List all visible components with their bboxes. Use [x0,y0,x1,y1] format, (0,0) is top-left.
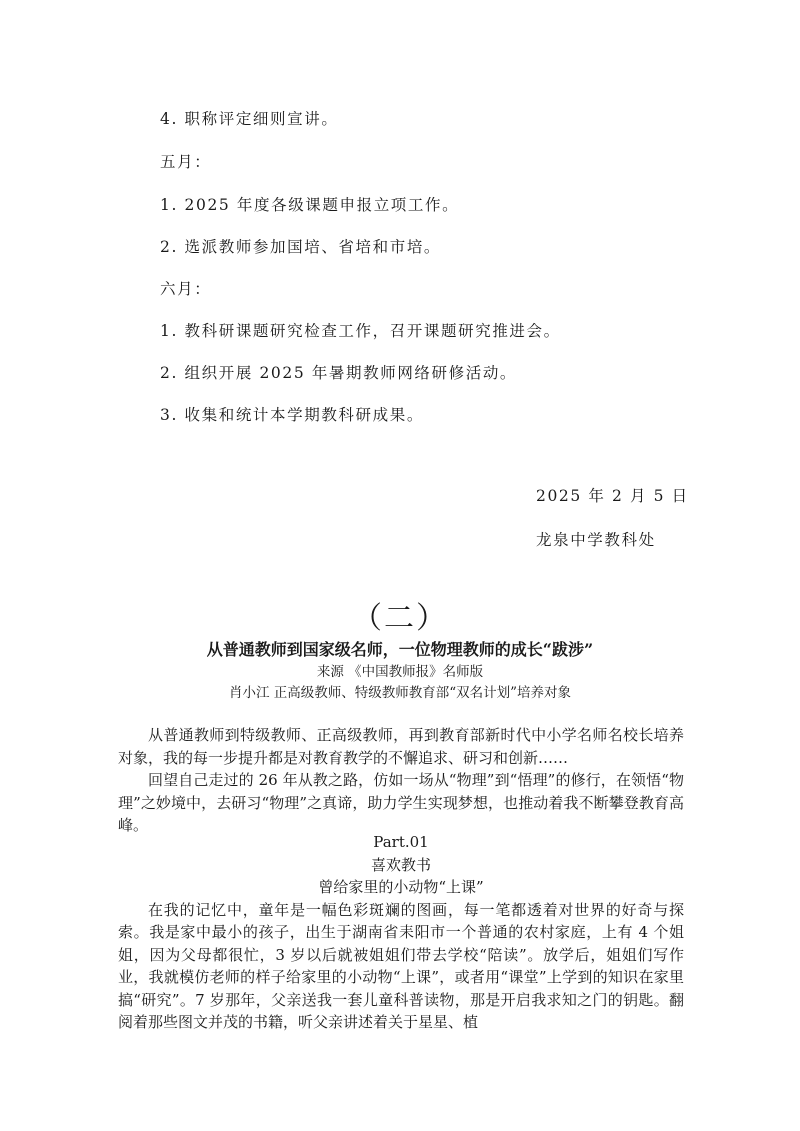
plan-april-item-4: 4. 职称评定细则宣讲。 [160,110,339,128]
part-title: 喜欢教书 [370,855,431,874]
article-intro [118,724,684,837]
plan-june-item-1: 1. 教科研课题研究检查工作，召开课题研究推进会。 [160,322,561,340]
plan-june-heading: 六月： [160,280,212,298]
plan-signature-date: 2025 年 2 月 5 日 [536,487,689,505]
plan-may-item-1: 1. 2025 年度各级课题申报立项工作。 [160,196,460,214]
part-body-paragraph: 在我的记忆中，童年是一幅色彩斑斓的图画，每一笔都透着对世界的好奇与探索。我是家中最小的孩子，出生于湖南省耒阳市一个普通的农村家庭，上有 4 个姐姐，因为父母都很忙，3 岁以后就被姐姐们带去学校“陪读”。放学后，姐姐们写作业，我就模仿老师的样子给家里的小动物“上课”，或者用“课堂”上学到的知识在家里搞“研究”。7 岁那年，父亲送我一套儿童科普读物，那是开启我求知之门的钥匙。翻阅着那些图文并茂的书籍，听父亲讲述着关于星星、植 [118,900,684,1031]
article-author: 肖小江 正高级教师、特级教师教育部“双名计划”培养对象 [228,685,572,701]
intro-paragraph-1: 从普通教师到特级教师、正高级教师，再到教育部新时代中小学名师名校长培养对象，我的每一步提升都是对教育教学的不懈追求、研习和创新…… [118,726,684,767]
intro-paragraph-2: 回望自己走过的 26 年从教之路，仿如一场从“物理”到“悟理”的修行，在领悟“物理”之妙境中，去研习“物理”之真谛，助力学生实现梦想，也推动着我不断攀登教育高峰。 [118,771,684,834]
part-subtitle: 曾给家里的小动物“上课” [318,878,484,896]
article-title: 从普通教师到国家级名师，一位物理教师的成长“跋涉” [206,640,594,659]
plan-may-heading: 五月： [160,153,212,171]
plan-signature-org: 龙泉中学教科处 [536,531,656,549]
plan-june-item-3: 3. 收集和统计本学期教科研成果。 [160,406,424,424]
part-label: Part.01 [373,833,429,851]
section-number: （二） [352,601,448,636]
plan-june-item-2: 2. 组织开展 2025 年暑期教师网络研修活动。 [160,364,518,382]
article-source: 来源 《中国教师报》名师版 [316,664,484,680]
article-part-01 [118,831,684,1034]
plan-may-item-2: 2. 选派教师参加国培、省培和市培。 [160,238,442,256]
